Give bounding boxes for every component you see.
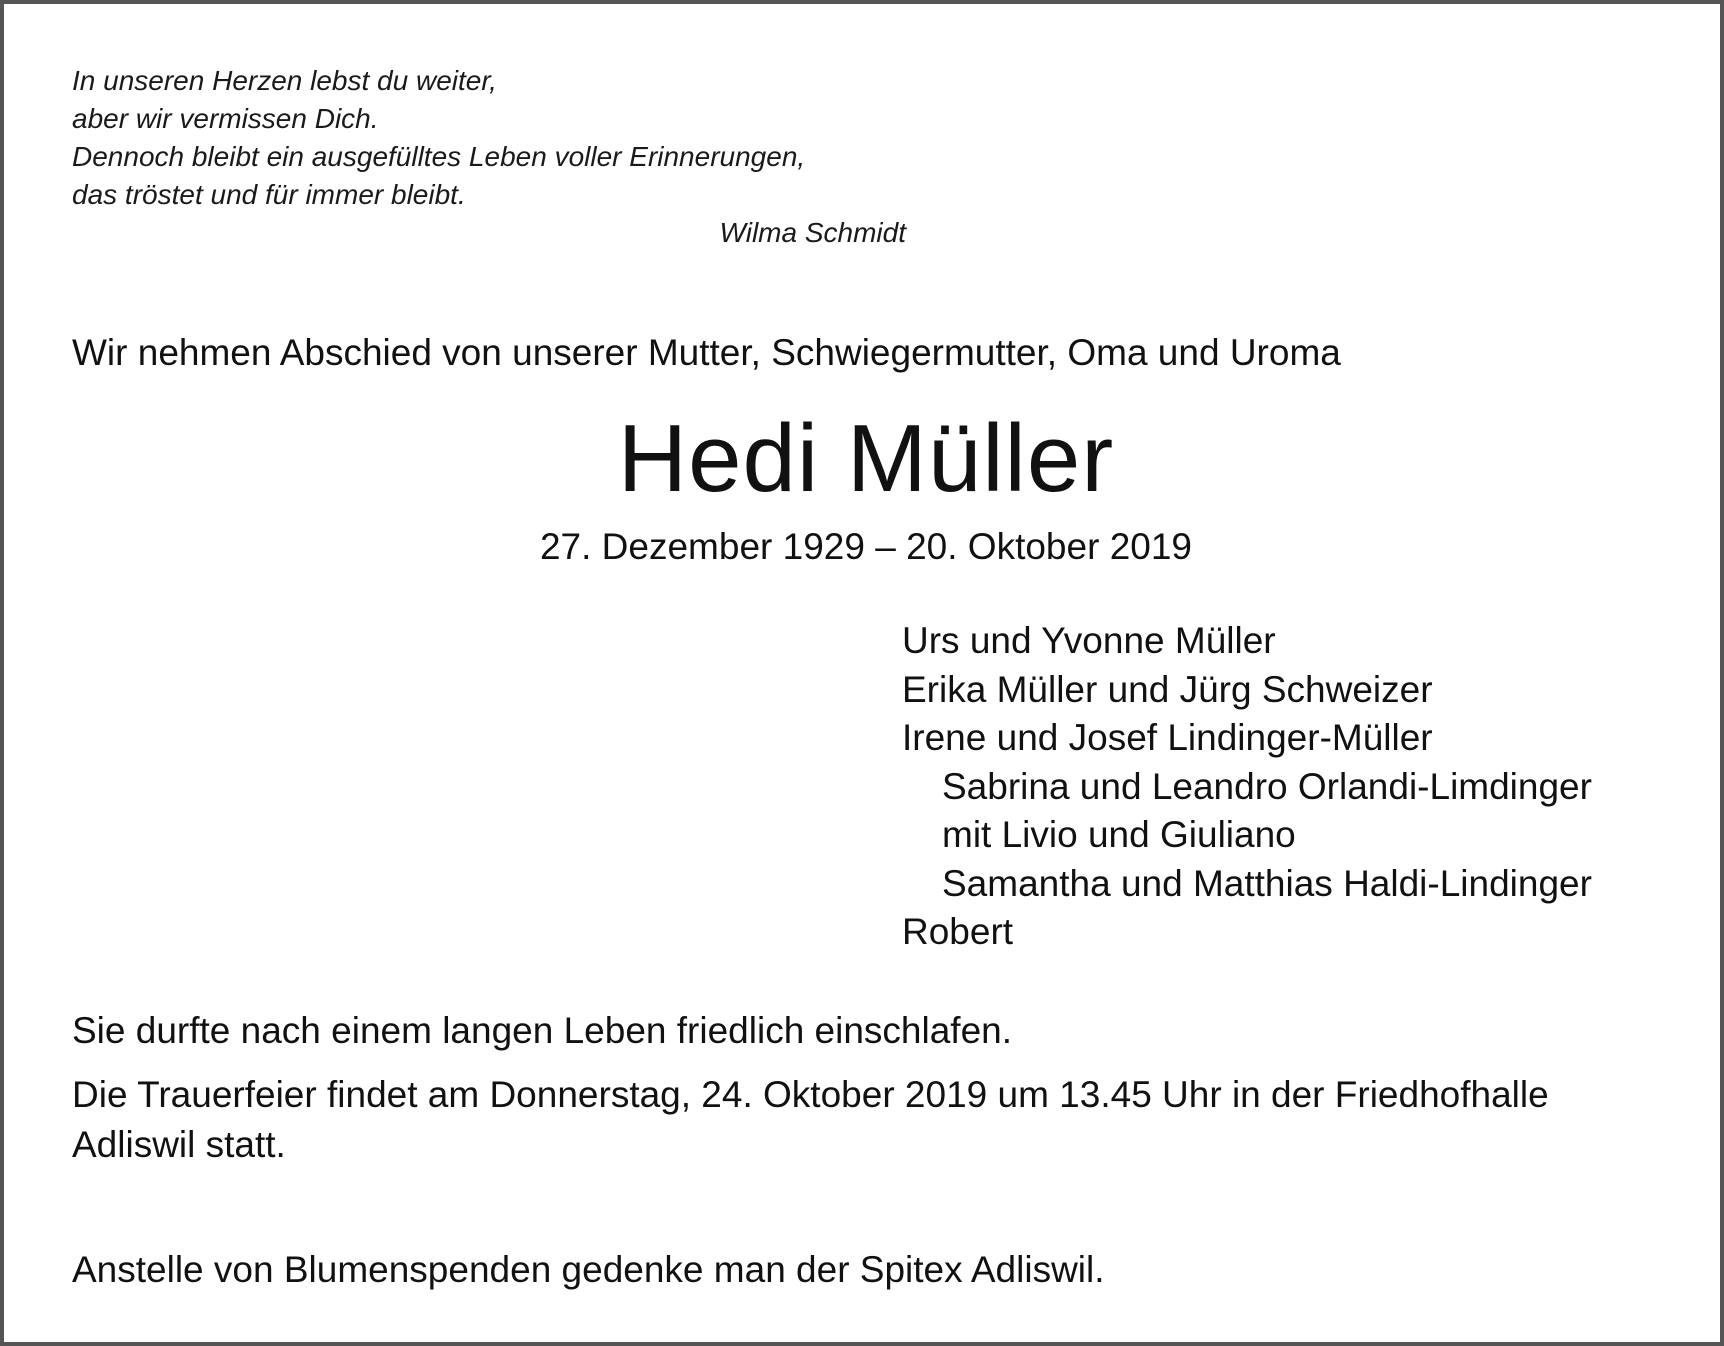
- family-member: Samantha und Matthias Haldi-Lindinger: [942, 862, 1592, 904]
- quote-line: Dennoch bleibt ein ausgefülltes Leben voller Erinnerungen,: [72, 141, 806, 172]
- donation-note: Anstelle von Blumenspenden gedenke man der Spitex Adliswil.: [72, 1249, 1105, 1290]
- quote-author: Wilma Schmidt: [719, 217, 906, 248]
- quote-line: In unseren Herzen lebst du weiter,: [72, 65, 497, 96]
- deceased-name: Hedi Müller: [617, 405, 1115, 512]
- passing-statement: Sie durfte nach einem langen Leben friedlich einschlafen.: [72, 1010, 1013, 1051]
- quote-line: aber wir vermissen Dich.: [72, 103, 379, 134]
- family-list: [902, 617, 1592, 957]
- farewell-intro: Wir nehmen Abschied von unserer Mutter, Schwiegermutter, Oma und Uroma: [72, 332, 1341, 373]
- family-member: Robert: [902, 911, 1014, 952]
- life-dates: 27. Dezember 1929 – 20. Oktober 2019: [539, 526, 1193, 567]
- family-member: mit Livio und Giuliano: [942, 814, 1296, 855]
- quote-line: das tröstet und für immer bleibt.: [72, 179, 466, 210]
- family-member: Irene und Josef Lindinger-Müller: [902, 717, 1433, 758]
- family-member: Sabrina und Leandro Orlandi-Limdinger: [942, 765, 1592, 807]
- family-member: Erika Müller und Jürg Schweizer: [902, 668, 1433, 710]
- funeral-details: Die Trauerfeier findet am Donnerstag, 24. Oktober 2019 um 13.45 Uhr in der Friedhofhalle Adliswil statt.: [72, 1074, 1549, 1165]
- memorial-quote: [72, 62, 932, 252]
- family-member: Urs und Yvonne Müller: [902, 620, 1276, 661]
